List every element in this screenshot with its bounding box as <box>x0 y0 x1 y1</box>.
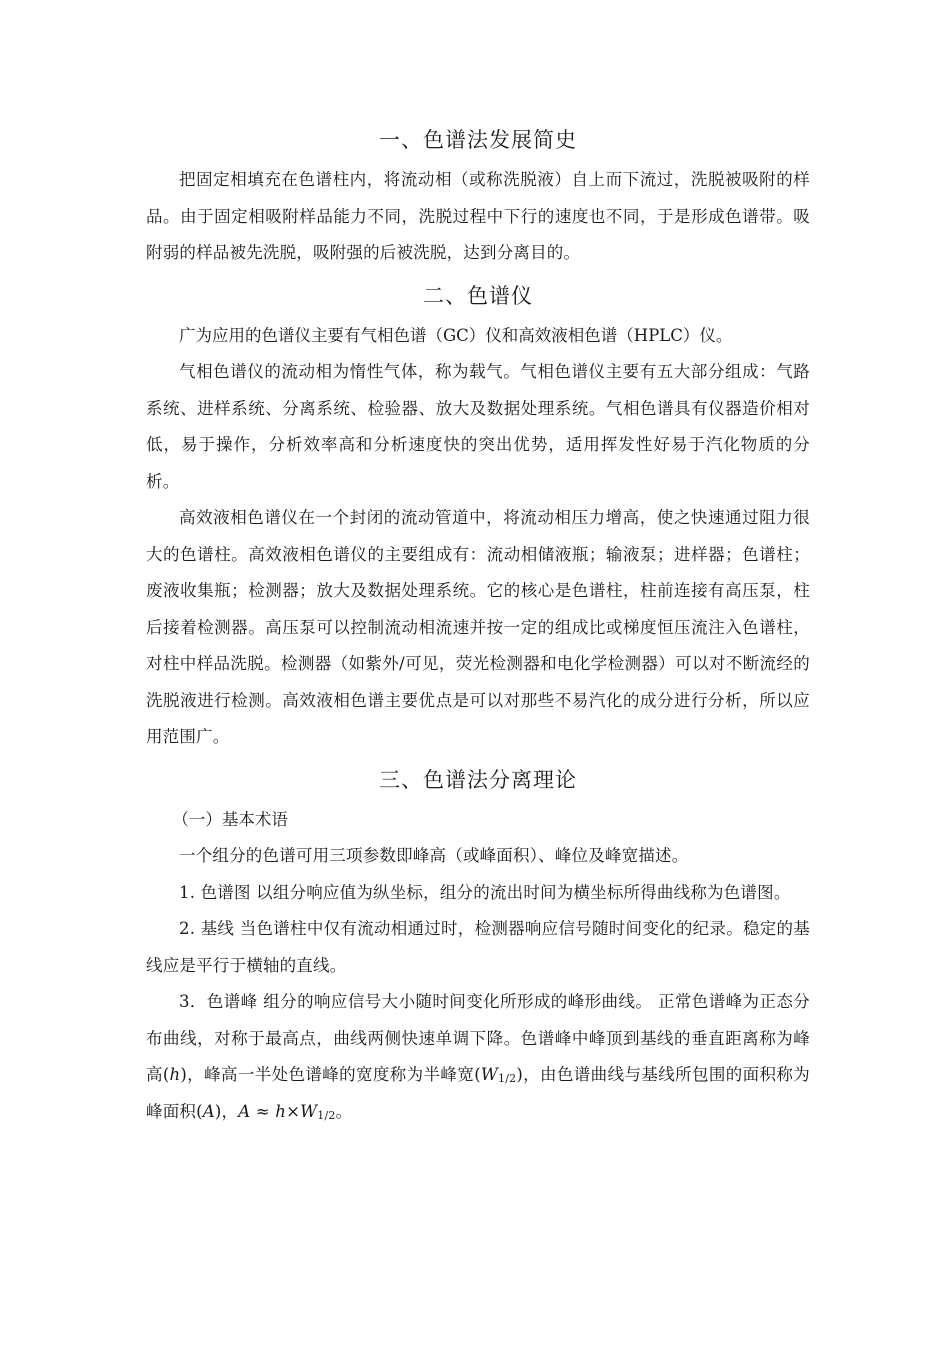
peak-area-symbol: A <box>202 1101 215 1121</box>
paragraph-hplc: 高效液相色谱仪在一个封闭的流动管道中，将流动相压力增高，使之快速通过阻力很大的色谱柱。高效液相色谱仪的主要组成有：流动相储液瓶；输液泵；进样器；色谱柱；废液收集瓶；检测器；放大及数据处理系统。它的核心是色谱柱，柱前连接有高压泵，柱后接着检测器。高压泵可以控制流动相流速并按一定的组成比或梯度恒压流注入色谱柱，对柱中样品洗脱。检测器（如紫外/可见，荧光检测器和电化学检测器）可以对不断流经的洗脱液进行检测。高效液相色谱主要优点是可以对那些不易汽化的成分进行分析，所以应用范围广。 <box>146 508 810 746</box>
formula-times: × <box>286 1101 301 1121</box>
paragraph-chromatogram: 1. 色谱图 以组分响应值为纵坐标，组分的流出时间为横坐标所得曲线称为色谱图。 <box>179 882 791 902</box>
peak-text-4: )， <box>214 1101 239 1121</box>
formula-end: 。 <box>335 1101 353 1121</box>
formula-width-subscript: 1/2 <box>317 1108 336 1122</box>
section-title-theory: 三、色谱法分离理论 <box>379 767 577 792</box>
formula-approx: ≈ <box>250 1101 276 1121</box>
section-title-chromatograph: 二、色谱仪 <box>423 283 533 308</box>
half-width-subscript: 1/2 <box>498 1072 517 1085</box>
formula-width: W <box>300 1101 318 1121</box>
paragraph-peak <box>146 984 810 1130</box>
formula-area: A <box>238 1101 251 1121</box>
subheading-basic-terms: （一）基本术语 <box>172 809 288 829</box>
document-page <box>146 118 810 1130</box>
peak-text-3: )，由色谱曲线与基线所包围的面积称为峰面积( <box>146 1065 810 1121</box>
peak-height-symbol: h <box>169 1065 181 1084</box>
formula-height: h <box>275 1101 287 1121</box>
paragraph-chromatograph-types: 广为应用的色谱仪主要有气相色谱（GC）仪和高效液相色谱（HPLC）仪。 <box>179 325 733 345</box>
paragraph-history: 把固定相填充在色谱柱内，将流动相（或称洗脱液）自上而下流过，洗脱被吸附的样品。由于固定相吸附样品能力不同，洗脱过程中下行的速度也不同，于是形成色谱带。吸附弱的样品被先洗脱，吸附强的后被洗脱，达到分离目的。 <box>146 170 810 262</box>
half-width-symbol: W <box>480 1065 499 1084</box>
paragraph-baseline: 2. 基线 当色谱柱中仅有流动相通过时，检测器响应信号随时间变化的纪录。稳定的基线应是平行于横轴的直线。 <box>146 919 810 975</box>
section-title-history: 一、色谱法发展简史 <box>379 128 577 152</box>
paragraph-parameters: 一个组分的色谱可用三项参数即峰高（或峰面积）、峰位及峰宽描述。 <box>179 846 689 865</box>
paragraph-gas-chromatograph: 气相色谱仪的流动相为惰性气体，称为载气。气相色谱仪主要有五大部分组成：气路系统、进样系统、分离系统、检验器、放大及数据处理系统。气相色谱具有仪器造价相对低，易于操作，分析效率高和分析速度快的突出优势，适用挥发性好易于汽化物质的分析。 <box>146 362 810 491</box>
peak-text-1: 3．色谱峰 组分的响应信号大小随时间变化所形成的峰形曲线。 正常色谱峰为正态分布曲线，对称于最高点，曲线两侧快速单调下降。色谱峰中峰顶到基线的垂直距离称为峰高( <box>146 992 810 1084</box>
peak-text-2: )，峰高一半处色谱峰的宽度称为半峰宽( <box>180 1065 481 1084</box>
